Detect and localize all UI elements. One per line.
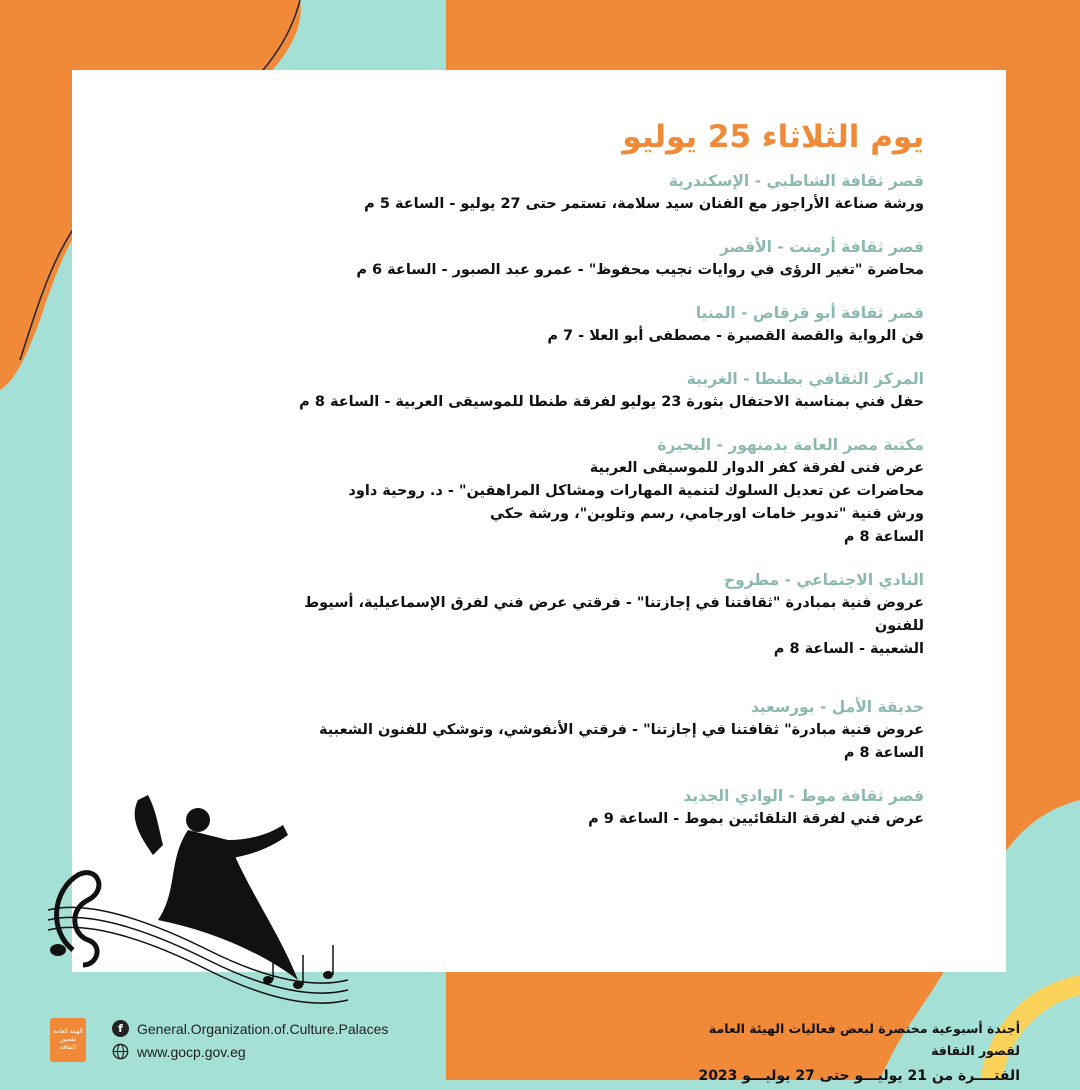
agenda-caption: أجندة أسبوعية مختصرة لبعض فعاليات الهيئة العامة لقصور الثقافة bbox=[708, 1021, 1020, 1058]
website-url[interactable]: www.gocp.gov.eg bbox=[137, 1043, 246, 1060]
event-details: محاضرات عن تعديل السلوك لتنمية المهارات ومشاكل المراهقين" - د. روحية داود bbox=[348, 483, 924, 499]
event-item bbox=[284, 169, 924, 216]
event-details: محاضرة "تغير الرؤى في روايات نجيب محفوظ" - عمرو عبد الصبور - الساعة 6 م bbox=[356, 262, 924, 278]
event-item bbox=[284, 235, 924, 282]
event-details: عروض فنية مبادرة" ثقافتنا في إجازتنا" - فرقتي الأنفوشي، وتوشكي للفنون الشعبية bbox=[318, 722, 924, 738]
event-item bbox=[284, 301, 924, 348]
event-item bbox=[284, 433, 924, 549]
event-item bbox=[284, 784, 924, 831]
event-venue: قصر ثقافة أرمنت - الأقصر bbox=[720, 238, 924, 256]
event-venue: قصر ثقافة موط - الوادي الجديد bbox=[683, 787, 924, 805]
event-venue: المركز الثقافي بطنطا - الغربية bbox=[686, 370, 924, 388]
event-venue: قصر ثقافة الشاطبي - الإسكندرية bbox=[668, 172, 924, 190]
event-details: عرض فني لفرقة التلقائيين بموط - الساعة 9 م bbox=[588, 811, 924, 827]
event-venue: النادي الاجتماعي - مطروح bbox=[723, 571, 924, 589]
website-link[interactable] bbox=[112, 1043, 388, 1060]
event-venue: حديقة الأمل - بورسعيد bbox=[750, 698, 924, 716]
event-item bbox=[284, 568, 924, 661]
contact-links bbox=[112, 1020, 388, 1060]
agenda-period: الفتــــرة من 21 يوليـــو حتى 27 يوليـــو 2023 bbox=[698, 1068, 1020, 1084]
footer-contact bbox=[50, 1018, 388, 1062]
event-details: ورش فنية "تدوير خامات اورجامي، رسم وتلوين"، ورشة حكي bbox=[490, 506, 924, 522]
gocp-logo: الهيئة العامة لقصور الثقافة bbox=[50, 1018, 86, 1062]
event-details: فن الرواية والقصة القصيرة - مصطفى أبو العلا - 7 م bbox=[547, 328, 924, 344]
event-details: حفل فني بمناسبة الاحتفال بثورة 23 يوليو لفرقة طنطا للموسيقى العربية - الساعة 8 م bbox=[299, 394, 924, 410]
facebook-page-name[interactable]: General.Organization.of.Culture.Palaces bbox=[137, 1020, 389, 1037]
event-details: عرض فنى لفرقة كفر الدوار للموسيقى العربية bbox=[589, 460, 924, 476]
event-details: الساعة 8 م bbox=[843, 745, 924, 761]
events-list bbox=[284, 119, 924, 850]
event-item bbox=[284, 367, 924, 414]
event-details: الساعة 8 م bbox=[843, 529, 924, 545]
day-title: يوم الثلاثاء 25 يوليو bbox=[622, 119, 924, 155]
event-venue: مكتبة مصر العامة بدمنهور - البحيرة bbox=[657, 436, 924, 454]
event-details: ورشة صناعة الأراجوز مع الفنان سيد سلامة، تستمر حتى 27 يوليو - الساعة 5 م bbox=[364, 196, 924, 212]
event-details: الشعبية - الساعة 8 م bbox=[773, 641, 924, 657]
event-details: عروض فنية بمبادرة "ثقافتنا في إجازتنا" - فرقتي عرض فني لفرق الإسماعيلية، أسيوط للفنون bbox=[304, 595, 924, 634]
event-item bbox=[284, 695, 924, 765]
footer-agenda bbox=[680, 1018, 1020, 1090]
globe-icon bbox=[112, 1043, 129, 1060]
facebook-icon: f bbox=[112, 1020, 129, 1037]
facebook-link[interactable] bbox=[112, 1020, 388, 1037]
event-venue: قصر ثقافة أبو قرقاص - المنيا bbox=[695, 304, 924, 322]
